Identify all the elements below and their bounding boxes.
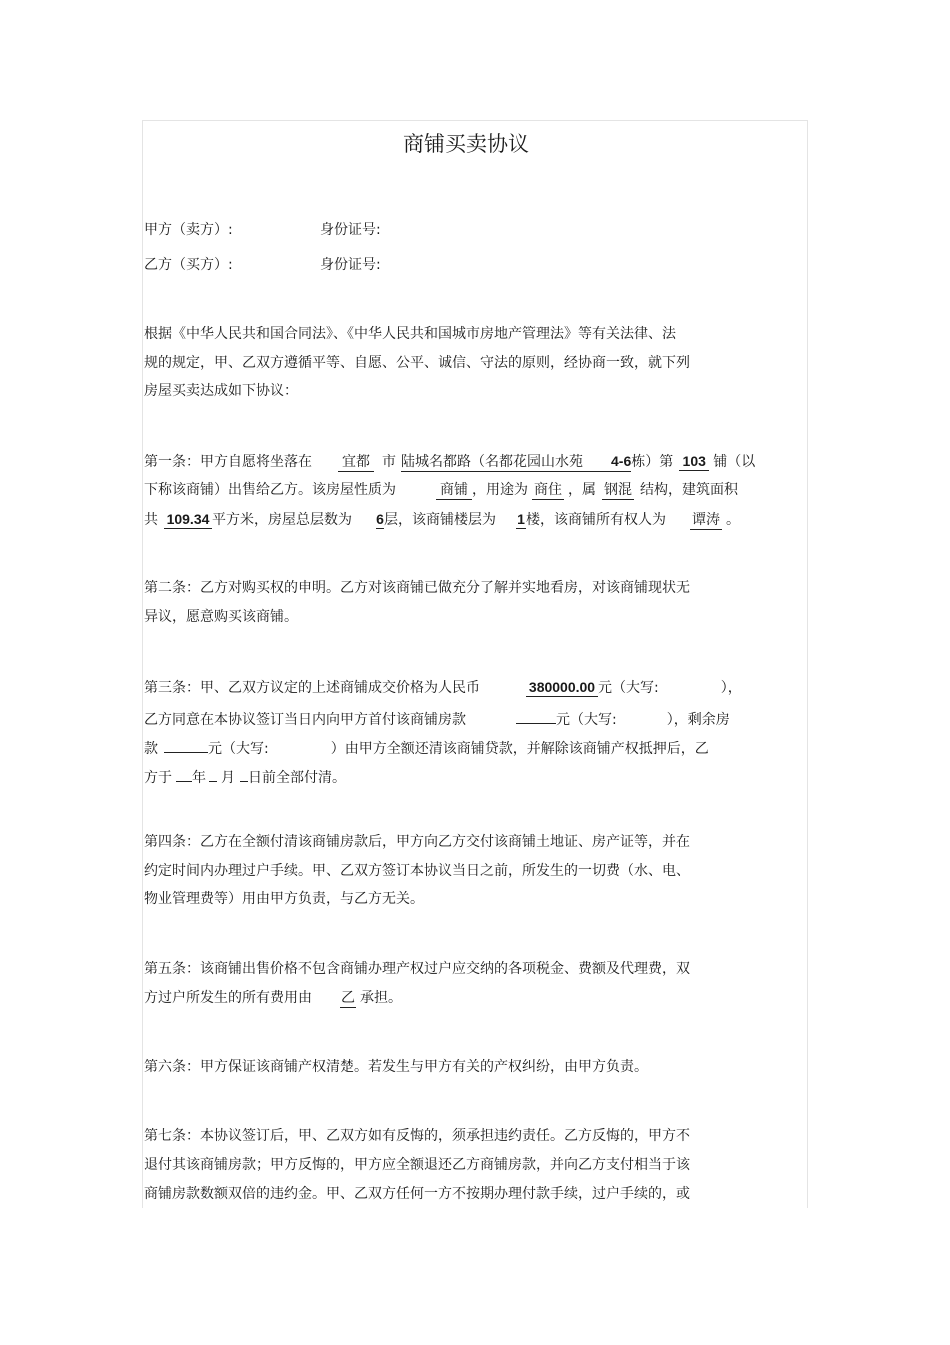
article-3-line-3: 款 元（大写: ）由甲方全额还清该商铺贷款，并解除该商铺产权抵押后，乙 (144, 735, 709, 758)
address-field: 陆城名都路（名都花园山水苑 4-6 (401, 453, 632, 470)
party-a-id-label: 身份证号: (320, 222, 381, 238)
city-field: 宜都 (338, 453, 374, 472)
article-3-line-1: 第三条：甲、乙双方议定的上述商铺成交价格为人民币 380000.00 元（大写: ）， (144, 679, 742, 696)
document-page (142, 120, 808, 1208)
article-5-line-2: 方过户所发生的所有费用由 乙 承担。 (144, 990, 402, 1006)
article-5-line-1: 第五条：该商铺出售价格不包含商铺办理产权过户应交纳的各项税金、费额及代理费，双 (144, 961, 690, 977)
remaining-payment-field (164, 735, 208, 753)
day-field (240, 764, 248, 782)
preamble-line: 规的规定，甲、乙双方遵循平等、自愿、公平、诚信、守法的原则，经协商一致，就下列 (144, 355, 690, 371)
price-field: 380000.00 (526, 678, 598, 697)
article-2-line: 第二条：乙方对购买权的申明。乙方对该商铺已做充分了解并实地看房，对该商铺现状无 (144, 580, 690, 596)
preamble-line: 房屋买卖达成如下协议： (144, 383, 298, 399)
article-7-line: 第七条：本协议签订后，甲、乙双方如有反悔的，须承担违约责任。乙方反悔的，甲方不 (144, 1128, 690, 1144)
total-floors-field: 6 (376, 511, 384, 527)
month-field (209, 764, 217, 782)
article-4-line: 第四条：乙方在全额付清该商铺房款后，甲方向乙方交付该商铺土地证、房产证等，并在 (144, 834, 690, 850)
article-4-line: 约定时间内办理过户手续。甲、乙双方签订本协议当日之前，所发生的一切费（水、电、 (144, 863, 690, 879)
owner-field: 谭涛 (692, 512, 720, 528)
article-1-line-2: 下称该商铺）出售给乙方。该房屋性质为 商铺 ，用途为 商住 ，属 钢混 结构，建筑面积 (144, 482, 738, 498)
floor-field: 1 (517, 511, 525, 527)
preamble-line: 根据《中华人民共和国合同法》、《中华人民共和国城市房地产管理法》等有关法律、法 (144, 326, 676, 342)
usage-field: 商住 (534, 482, 562, 498)
article-1-line-1: 第一条：甲方自愿将坐落在 宜都 市 陆城名都路（名都花园山水苑 4-6栋）第 103 铺（以 (144, 453, 756, 470)
structure-field: 钢混 (604, 482, 632, 498)
down-payment-field (516, 706, 556, 724)
article-7-line: 商铺房款数额双倍的违约金。甲、乙双方任何一方不按期办理付款手续，过户手续的，或 (144, 1186, 690, 1202)
fee-payer-field: 乙 (341, 990, 355, 1006)
year-field (176, 764, 192, 782)
article-2-line: 异议，愿意购买该商铺。 (144, 609, 298, 625)
article-6-line: 第六条：甲方保证该商铺产权清楚。若发生与甲方有关的产权纠纷，由甲方负责。 (144, 1059, 648, 1075)
article-3-line-4: 方于 年 月 日前全部付清。 (144, 764, 346, 787)
article-4-line: 物业管理费等）用由甲方负责，与乙方无关。 (144, 891, 424, 907)
area-field: 109.34 (164, 510, 212, 529)
party-a-label: 甲方（卖方）: (144, 222, 233, 238)
article-1-line-3: 共 109.34 平方米，房屋总层数为 6层，该商铺楼层为 1楼，该商铺所有权人为 谭涛 。 (144, 511, 740, 528)
article-3-line-2: 乙方同意在本协议签订当日内向甲方首付该商铺房款 元（大写: ），剩余房 (144, 706, 730, 729)
party-b-id-label: 身份证号: (320, 257, 381, 273)
document-title: 商铺买卖协议 (403, 132, 529, 156)
shop-number-field: 103 (679, 452, 709, 471)
party-b-label: 乙方（买方）: (144, 257, 233, 273)
article-7-line: 退付其该商铺房款；甲方反悔的，甲方应全额退还乙方商铺房款，并向乙方支付相当于该 (144, 1157, 690, 1173)
property-nature-field: 商铺 (436, 481, 472, 500)
